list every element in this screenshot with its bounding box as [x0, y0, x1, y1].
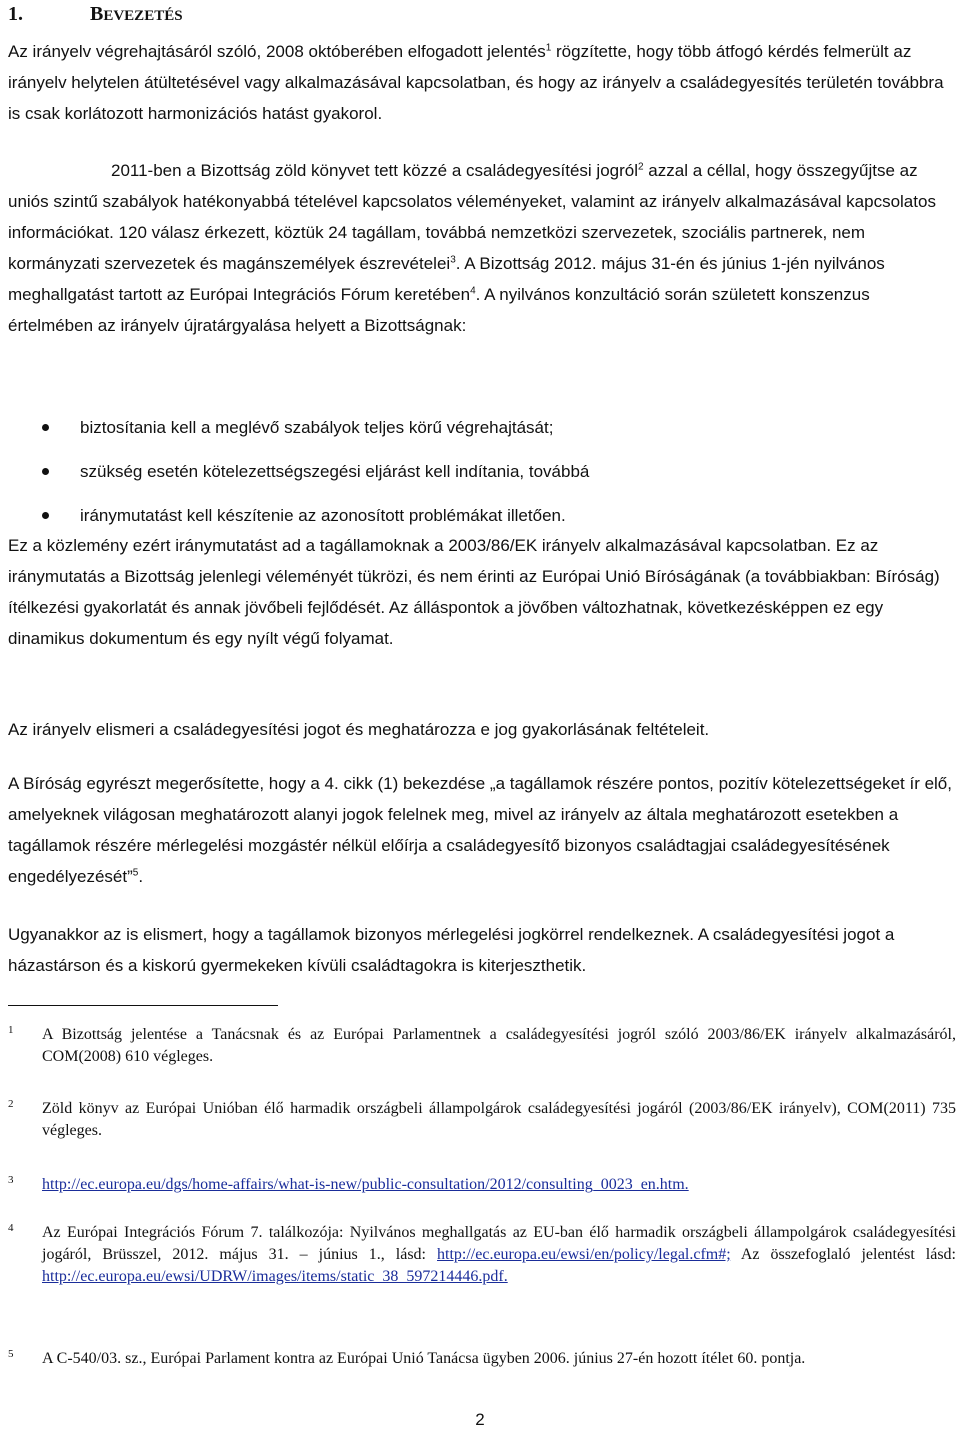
bullet-list: [8, 406, 956, 538]
section-title-rest: EVEZETÉS: [103, 8, 183, 24]
paragraph-6: [8, 919, 956, 981]
footnote-5: [8, 1348, 956, 1370]
paragraph-6-text: Ugyanakkor az is elismert, hogy a tagállamok bizonyos mérlegelési jogkörrel rendelkeznek. A családegyesítési jogot a házastárson és a kiskorú gyermekeken kívüli családtagokra is kiterjeszthetik.: [8, 925, 895, 975]
list-item: [8, 450, 956, 494]
footnote-text: A C-540/03. sz., Európai Parlament kontra az Európai Unió Tanácsa ügyben 2006. június 27-én hozott ítélet 60. pontja.: [42, 1350, 806, 1367]
footnote-4: [8, 1222, 956, 1288]
footnote-3: [8, 1174, 956, 1196]
paragraph-5-text-a: A Bíróság egyrészt megerősítette, hogy a 4. cikk (1) bekezdése „a tagállamok részére pontos, pozitív kötelezettségeket ír elő, amelyeknek világosan meghatározott alanyi jogok felelnek meg, mivel az irányelv az általa meghatározott esetekben a tagállamok részére mérlegelési mozgástér nélkül előírja a családegyesítő bizonyos családtagjai családegyesítésének engedélyezését”: [8, 774, 952, 886]
page-number: 2: [475, 1410, 485, 1429]
section-heading: [8, 0, 183, 30]
bullet-list-container: [8, 406, 956, 538]
footnote-text: Az Európai Integrációs Fórum 7. találkozója: Nyilvános meghallgatás az EU-ban élő harmadik országbeli állampolgárok családegyesítési jogáról, Brüsszel, 2012. május 31. – június 1., lásd:: [42, 1224, 956, 1263]
footnote-ref-3[interactable]: 3: [450, 254, 456, 266]
paragraph-2-text-a: 2011-ben a Bizottság zöld könyvet tett közzé a családegyesítési jogról: [111, 161, 638, 180]
bullet-icon: [42, 468, 49, 475]
list-item-text: iránymutatást kell készítenie az azonosított problémákat illetően.: [80, 506, 566, 525]
footnote-1: [8, 1024, 956, 1068]
paragraph-5-text-b: .: [138, 867, 144, 886]
footnote-3-link[interactable]: http://ec.europa.eu/dgs/home-affairs/what-is-new/public-consultation/2012/consulting_0023_en.htm.: [42, 1176, 689, 1193]
footnote-mark: 3: [8, 1174, 14, 1186]
footnote-mark: 5: [8, 1348, 14, 1360]
paragraph-3-text: Ez a közlemény ezért iránymutatást ad a tagállamoknak a 2003/86/EK irányelv alkalmazásával kapcsolatban. Ez az iránymutatás a Bizottság jelenlegi véleményét tükrözi, és nem érinti az Európai Unió Bíróságának (a továbbiakban: Bíróság) ítélkezési gyakorlatát és annak jövőbeli fejlődését. Az álláspontok a jövőben változhatnak, következésképpen ez egy dinamikus dokumentum és egy nyílt végű folyamat.: [8, 536, 940, 648]
paragraph-2-text-d: . A nyilvános konzultáció során született konszenzus értelmében az irányelv újratárgyalása helyett a Bizottságnak:: [8, 285, 870, 335]
footnote-ref-5[interactable]: 5: [132, 867, 139, 879]
paragraph-1: [8, 36, 956, 129]
footnote-2: [8, 1098, 956, 1142]
section-title-initial: B: [90, 3, 104, 25]
footnote-text-mid: Az összefoglaló jelentést lásd:: [730, 1246, 956, 1263]
list-item-text: biztosítania kell a meglévő szabályok teljes körű végrehajtását;: [80, 418, 554, 437]
footnote-mark: 2: [8, 1098, 14, 1110]
paragraph-3: [8, 530, 956, 654]
paragraph-2: [8, 155, 956, 341]
list-item: [8, 406, 956, 450]
section-number: 1.: [8, 3, 23, 25]
footnote-mark: 1: [8, 1024, 14, 1036]
paragraph-2-text-b: azzal a céllal, hogy összegyűjtse az uniós szintű szabályok hatékonyabbá tételével kapcsolatos véleményeket, valamint az irányelv alkalmazásával kapcsolatos információkat. 120 válasz érkezett, köztük 24 tagállam, továbbá nemzetközi szervezetek, szociális partnerek, nem kormányzati szervezetek és magánszemélyek észrevételei: [8, 161, 936, 273]
footnote-ref-1[interactable]: 1: [545, 42, 552, 54]
paragraph-2-text-c: . A Bizottság 2012. május 31-én és június 1-jén nyilvános meghallgatást tartott az Európai Integrációs Fórum keretében: [8, 254, 885, 304]
footnote-separator: [8, 1005, 278, 1006]
footnote-4-link-policy[interactable]: http://ec.europa.eu/ewsi/en/policy/legal.cfm#;: [437, 1246, 731, 1263]
footnote-ref-4[interactable]: 4: [470, 285, 476, 297]
footnote-text: Zöld könyv az Európai Unióban élő harmadik országbeli állampolgárok családegyesítési jogáról (2003/86/EK irányelv), COM(2011) 735 végleges.: [42, 1100, 956, 1139]
bullet-icon: [42, 512, 49, 519]
footnote-text: A Bizottság jelentése a Tanácsnak és az Európai Parlamentnek a családegyesítési jogról szóló 2003/86/EK irányelv alkalmazásáról, COM(2008) 610 végleges.: [42, 1026, 956, 1065]
bullet-icon: [42, 424, 49, 431]
footnote-4-link-report[interactable]: http://ec.europa.eu/ewsi/UDRW/images/items/static_38_597214446.pdf.: [42, 1268, 508, 1285]
paragraph-1-text-a: Az irányelv végrehajtásáról szóló, 2008 októberében elfogadott jelentés: [8, 42, 546, 61]
paragraph-5: [8, 768, 956, 892]
list-item-text: szükség esetén kötelezettségszegési eljárást kell indítania, továbbá: [80, 462, 590, 481]
paragraph-4: [8, 714, 956, 745]
footnote-ref-2[interactable]: 2: [638, 161, 644, 173]
paragraph-4-text: Az irányelv elismeri a családegyesítési jogot és meghatározza e jog gyakorlásának feltételeit.: [8, 720, 710, 739]
paragraph-1-text-b: rögzítette, hogy több átfogó kérdés felmerült az irányelv helytelen átültetésével vagy alkalmazásával kapcsolatban, és hogy az irányelv a családegyesítés területén továbbra is csak korlátozott harmonizációs hatást gyakorol.: [8, 42, 944, 123]
footnote-mark: 4: [8, 1222, 14, 1234]
